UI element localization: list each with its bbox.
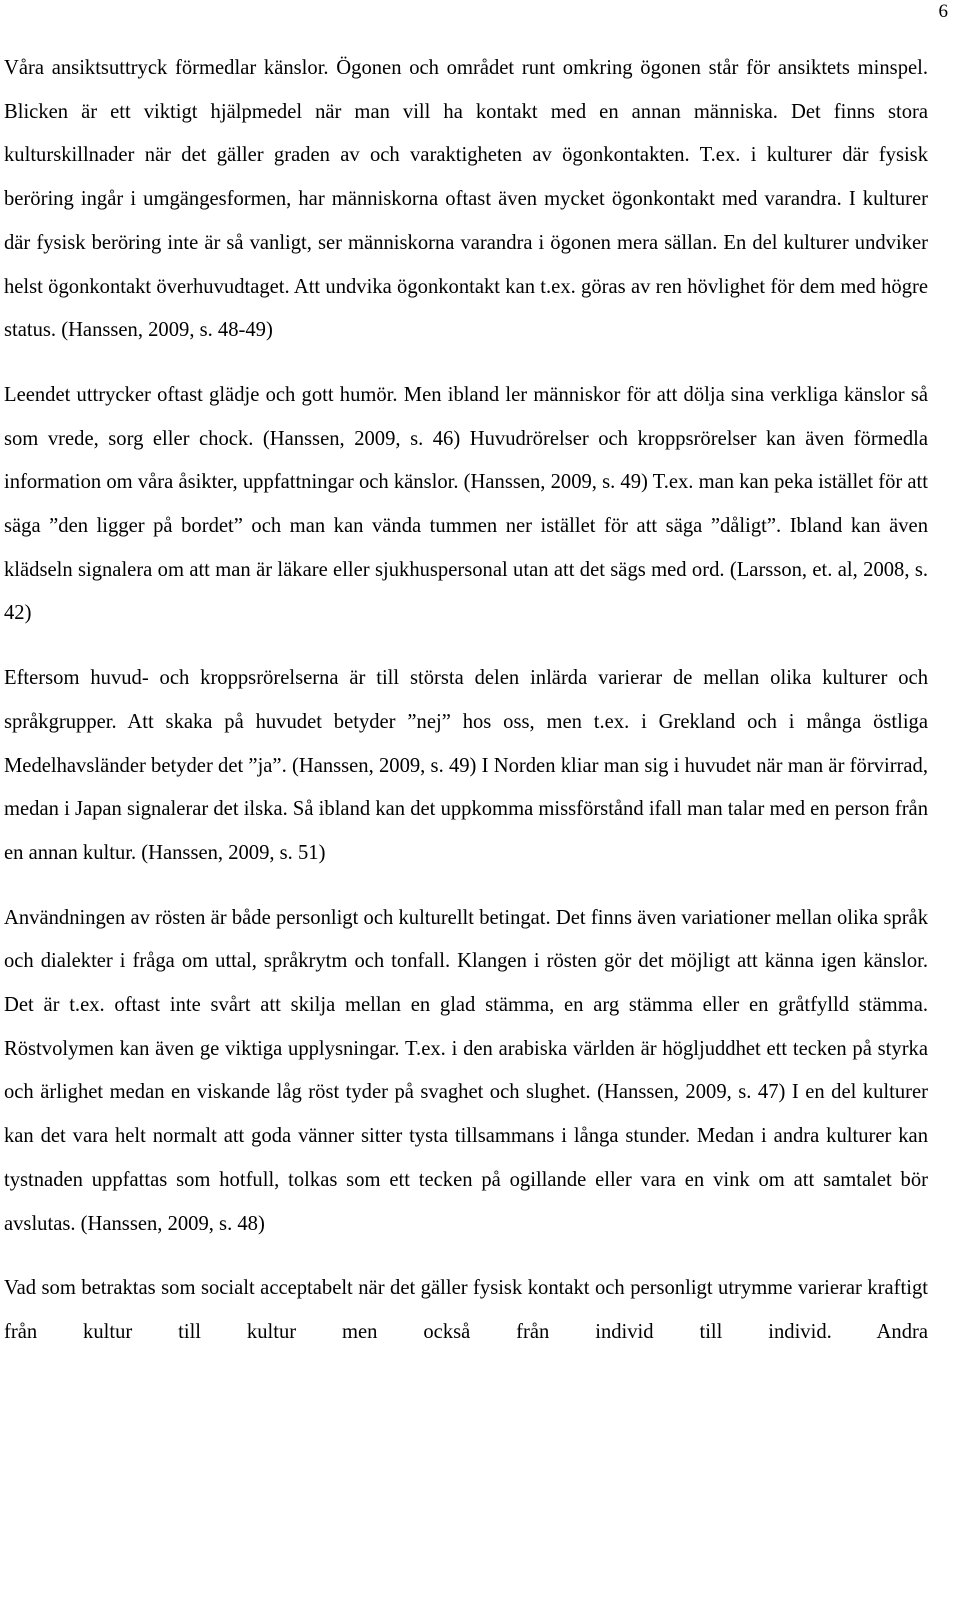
page-number: 6: [938, 1, 948, 22]
paragraph-voice-usage: Användningen av rösten är både personligt och kulturellt betingat. Det finns även variationer mellan olika språk och dialekter i fråga om uttal, språkrytm och tonfall. Klangen i rösten gör det möjligt att känna igen känslor. Det är t.ex. oftast inte svårt att skilja mellan en glad stämma, en arg stämma eller en gråtfylld stämma. Röstvolymen kan även ge viktiga upplysningar. T.ex. i den arabiska världen är högljuddhet ett tecken på styrka och ärlighet medan en viskande låg röst tyder på svaghet och slughet. (Hanssen, 2009, s. 47) I en del kulturer kan det vara helt normalt att goda vänner sitter tysta tillsammans i långa stunder. Medan i andra kulturer kan tystnaden uppfattas som hotfull, tolkas som ett tecken på ogillande eller vara en vink om att samtalet bör avslutas. (Hanssen, 2009, s. 48): [4, 906, 928, 1235]
paragraph-smile-gestures: Leendet uttrycker oftast glädje och gott humör. Men ibland ler människor för att dölja sina verkliga känslor så som vrede, sorg eller chock. (Hanssen, 2009, s. 46) Huvudrörelser och kroppsrörelser kan även förmedla information om våra åsikter, uppfattningar och känslor. (Hanssen, 2009, s. 49) T.ex. man kan peka istället för att säga ”den ligger på bordet” och man kan vända tummen ner istället för att säga ”dåligt”. Ibland kan även klädseln signalera om att man är läkare eller sjukhuspersonal utan att det sägs med ord. (Larsson, et. al, 2008, s. 42): [4, 383, 928, 625]
paragraph-eye-contact: Våra ansiktsuttryck förmedlar känslor. Ögonen och området runt omkring ögonen står för ansiktets minspel. Blicken är ett viktigt hjälpmedel när man vill ha kontakt med en annan människa. Det finns stora kulturskillnader när det gäller graden av och varaktigheten av ögonkontakten. T.ex. i kulturer där fysisk beröring ingår i umgängesformen, har människorna oftast även mycket ögonkontakt med varandra. I kulturer där fysisk beröring inte är så vanligt, ser människorna varandra i ögonen mera sällan. En del kulturer undviker helst ögonkontakt överhuvudtaget. Att undvika ögonkontakt kan t.ex. göras av ren hövlighet för dem med högre status. (Hanssen, 2009, s. 48-49): [4, 57, 928, 342]
body-text: [4, 47, 928, 1355]
paragraph-physical-contact: Vad som betraktas som socialt acceptabelt när det gäller fysisk kontakt och personligt utrymme varierar kraftigt från kultur till kultur men också från individ till individ. Andra: [4, 1277, 928, 1343]
paragraph-head-body-movements: Eftersom huvud- och kroppsrörelserna är till största delen inlärda varierar de mellan olika kulturer och språkgrupper. Att skaka på huvudet betyder ”nej” hos oss, men t.ex. i Grekland och i många östliga Medelhavsländer betyder det ”ja”. (Hanssen, 2009, s. 49) I Norden kliar man sig i huvudet när man är förvirrad, medan i Japan signalerar det ilska. Så ibland kan det uppkomma missförstånd ifall man talar med en person från en annan kultur. (Hanssen, 2009, s. 51): [4, 667, 928, 864]
